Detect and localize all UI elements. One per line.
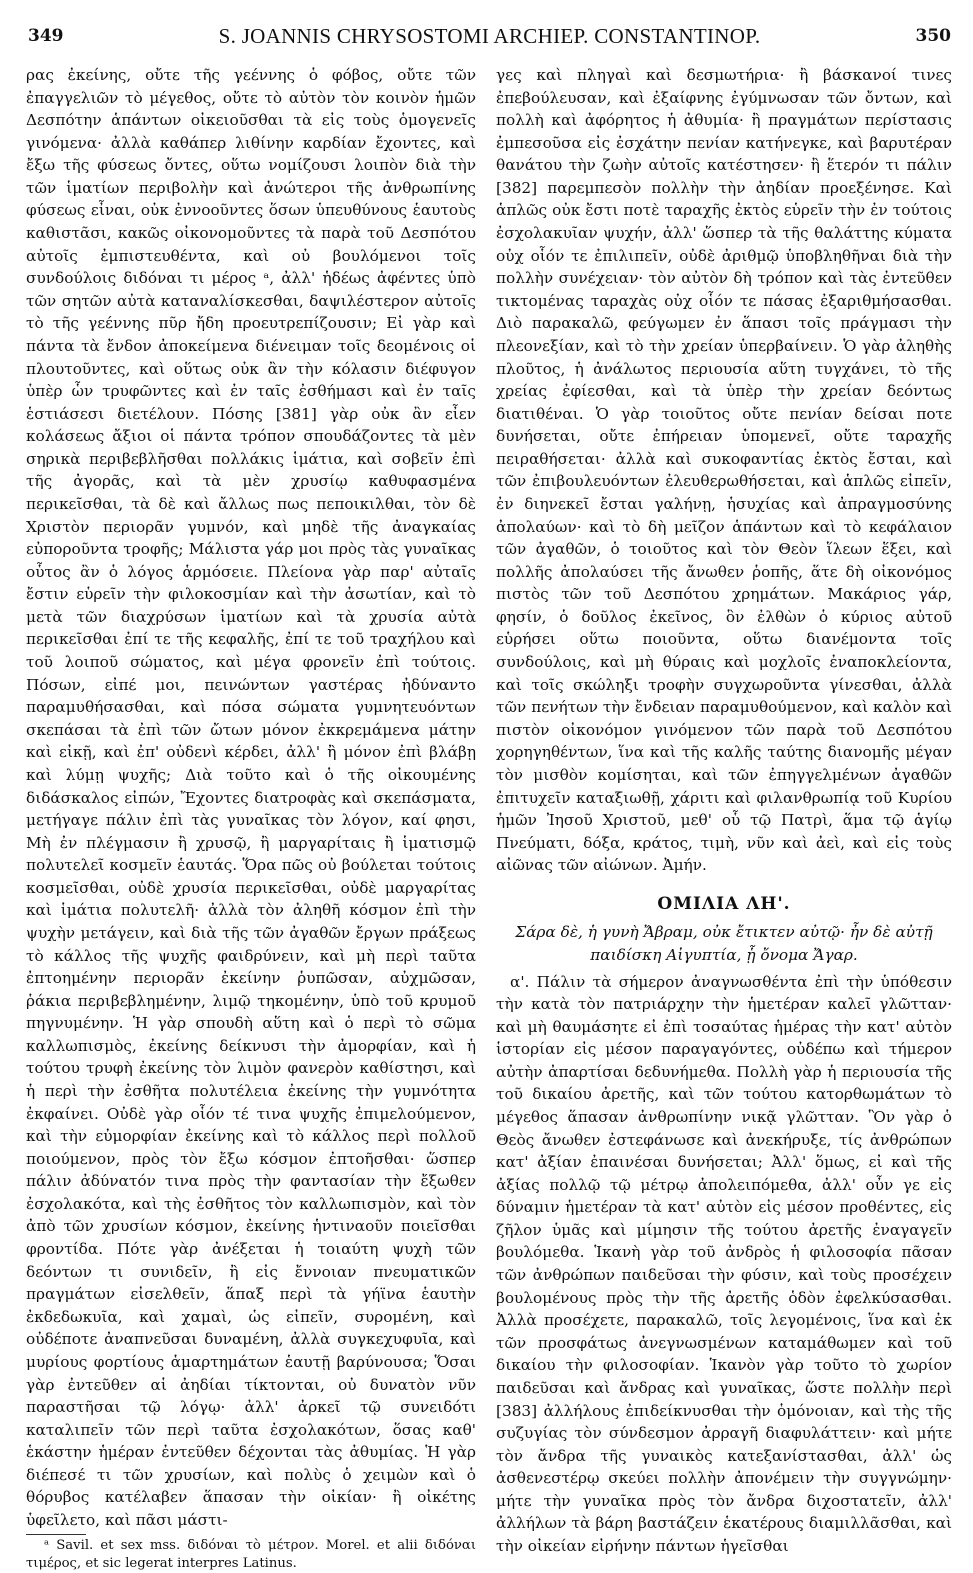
left-column-paragraph: ρας ἐκείνης, οὔτε τῆς γεέννης ὁ φόβος, οὔτε τῶν ἐπαγγελιῶν τὸ μέγεθος, οὔτε τὸ αὐτὸν τὸν κοινὸν ἡμῶν Δεσπότην ἁπάντων οἰκειοῦσθαι τὰ εἰς τοὺς ὁμογενεῖς γινόμενα· ἀλλὰ καθάπερ λιθίνην καρδίαν ἔχοντες, καὶ ἔξω τῆς φύσεως ὄντες, οὕτω νομίζουσι λοιπὸν διὰ τὴν τῶν ἱματίων περιβολὴν καὶ ἀνώτεροι τῆς ἀνθρωπίνης φύσεως εἶναι, οὐκ ἐννοοῦντες ὅσων ὑπευθύνους ἑαυτοὺς καθιστᾶσι, κακῶς οἰκονομοῦντες τὰ παρὰ τοῦ Δεσπότου αὐτοῖς ἐμπιστευθέντα, καὶ οὐ βουλόμενοι τοῖς συνδούλοις διδόναι τι μέρος ᵃ, ἀλλ' ἡδέως ἀφέντες ὑπὸ τῶν σητῶν αὐτὰ καταναλίσκεσθαι, δαψιλέστερον αὐτοῖς τὸ τῆς γεέννης πῦρ ἤδη προευτρεπίζουσιν; Εἰ γὰρ καὶ πάντα τὰ ἔνδον ἀποκείμενα διένειμαν τοῖς δεομένοις οἱ πλουτοῦντες, καὶ οὕτως οὐκ ἂν τὴν κόλασιν διέφυγον ὑπὲρ ὧν τρυφῶντες καὶ ἐν ταῖς ἐσθήμασι καὶ ἐν ταῖς ἑστιάσεσι διετέλουν. Πόσης [381] γὰρ οὐκ ἂν εἶεν κολάσεως ἄξιοι οἱ πάντα τρόπον σπουδάζοντες τὰ μὲν σηρικὰ περιβεβλῆσθαι πολλάκις ἱμάτια, καὶ σοβεῖν ἐπὶ τῆς ἀγορᾶς, καὶ τὰ μὲν χρυσίῳ καθυφασμένα περικεῖσθαι, τὰ δὲ καὶ ἄλλως πως πεποικιλθαι, τὸν δὲ Χριστὸν περιορᾶν γυμνόν, καὶ μηδὲ τῆς ἀναγκαίας εὐποροῦντα τροφῆς; Μάλιστα γάρ μοι πρὸς τὰς γυναῖκας οὗτος ἂν ὁ λόγος ἁρμόσειε. Πλείονα γὰρ παρ' αὐταῖς ἔστιν εὑρεῖν τὴν φιλοκοσμίαν καὶ τὴν ἀσωτίαν, καὶ τὸ μετὰ τῶν διαχρύσων ἱματίων καὶ τὰ χρυσία αὐτὰ περικεῖσθαι ἐπί τε τῆς κεφαλῆς, ἐπί τε τοῦ τραχήλου καὶ τοῦ λοιποῦ σώματος, καὶ μέγα φρονεῖν ἐπὶ τούτοις. Πόσων, εἰπέ μοι, πεινώντων γαστέρας ἠδύναντο παραμυθήσασθαι, καὶ πόσα σώματα γυμνητευόντων σκεπάσαι τὰ ἐπὶ τῶν ὤτων μόνον ἐκκρεμάμενα μάτην καὶ εἰκῇ, καὶ ἐπ' οὐδενὶ κέρδει, ἀλλ' ἢ μόνον ἐπὶ βλάβῃ καὶ λύμῃ ψυχῆς; Διὰ τοῦτο καὶ ὁ τῆς οἰκουμένης διδάσκαλος εἰπών, Ἔχοντες διατροφὰς καὶ σκεπάσματα, μετήγαγε πάλιν ἐπὶ τὰς γυναῖκας τὸν λόγον, καί φησι, Μὴ ἐν πλέγμασιν ἢ χρυσῷ, ἢ μαργαρίταις ἢ ἱματισμῷ πολυτελεῖ κοσμεῖν ἑαυτάς. Ὅρα πῶς οὐ βούλεται τούτοις κοσμεῖσθαι, οὐδὲ χρυσία περικεῖσθαι, οὐδὲ μαργαρίτας καὶ ἱμάτια πολυτελῆ· ἀλλὰ τὸν ἀληθῆ κόσμον ἐπὶ τὴν ψυχὴν μετάγειν, καὶ διὰ τῆς τῶν ἀγαθῶν ἔργων πράξεως τὸ κάλλος τῆς ψυχῆς φαιδρύνειν, καὶ μὴ περὶ ταῦτα ἐπτοημένην περιορᾶν ἐκείνην ῥυπῶσαν, αὐχμῶσαν, ῥάκια περιβεβλημένην, λιμῷ τηκομένην, ὑπὸ τοῦ κρυμοῦ πηγνυμένην. Ἡ γὰρ σπουδὴ αὕτη καὶ ὁ περὶ τὸ σῶμα καλλωπισμὸς, ἐκείνης δείκνυσι τὴν ἀμορφίαν, καὶ ἡ τούτου τρυφὴ ἐκείνης τὸν λιμὸν φανερὸν καθίστησι, καὶ ἡ περὶ τὴν ἐσθῆτα πολυτέλεια ἐκείνης τὴν γυμνότητα ἐκφαίνει. Οὐδὲ γὰρ οἷόν τέ τινα ψυχῆς ἐπιμελούμενον, καὶ τὴν εὐμορφίαν ἐκείνης καὶ τὸ κάλλος περὶ πολλοῦ ποιούμενον, πρὸς τὸν ἔξω κόσμον ἐπτοῆσθαι· ὥσπερ πάλιν ἀδύνατόν τινα πρὸς τὴν φαντασίαν τὴν ἔξωθεν ἐσχολακότα, καὶ τὴς ἐσθῆτος τὸν καλλωπισμὸν, καὶ τὸν ἀπὸ τῶν χρυσίων κόσμον, ἐκείνης ἡντιναοῦν ποιεῖσθαι φροντίδα. Πότε γὰρ ἀνέξεται ἡ τοιαύτη ψυχὴ τῶν δεόντων τι συνιδεῖν, ἢ εἰς ἔννοιαν πνευματικῶν πραγμάτων εἰσελθεῖν, ἅπαξ περὶ τὰ γήϊνα ἑαυτὴν ἐκδεδωκυῖα, καὶ χαμαὶ, ὡς εἰπεῖν, συρομένη, καὶ οὐδέποτε ἀναπνεῦσαι δυναμένη, ἀλλὰ συγκεχυφυῖα, καὶ μυρίους φορτίους ἁμαρτημάτων ἑαυτῇ βαρύνουσα; Ὅσαι γὰρ ἐντεῦθεν αἱ ἀηδίαι τίκτονται, οὐ δυνατὸν νῦν παραστῆσαι τῷ λόγῳ· ἀλλ' ἀρκεῖ τῷ συνειδότι καταλιπεῖν τῶν περὶ ταῦτα ἐσχολακότων, ὅσας καθ' ἑκάστην ἡμέραν ἐντεῦθεν δέχονται τὰς ἀθυμίας. Ἡ γὰρ διέπεσέ τι τῶν χρυσίων, καὶ πολὺς ὁ χειμὼν καὶ ὁ θόρυβος κατέλαβεν ἅπασαν τὴν οἰκίαν· ἢ οἰκέτης ὑφεῖλετο, καὶ πᾶσι μάστι- xyxy=(26,66,476,1529)
right-column-paragraph: γες καὶ πληγαὶ καὶ δεσμωτήρια· ἢ βάσκανοί τινες ἐπεβούλευσαν, καὶ ἐξαίφνης ἐγύμνωσαν τῶν ὄντων, καὶ πολλὴ καὶ ἀφόρητος ἡ ἀθυμία· ἢ πραγμάτων περίστασις ἐμπεσοῦσα εἰς ἐσχάτην πενίαν κατήνεγκε, καὶ βαρυτέραν θανάτου τὴν ζωὴν αὐτοῖς κατέστησεν· ἢ ἕτερόν τι πάλιν [382] παρεμπεσὸν πολλὴν τὴν ἀηδίαν προεξένησε. Καὶ ἁπλῶς οὐκ ἔστι ποτὲ ταραχῆς ἐκτὸς εὑρεῖν τὴν ἐν τούτοις ἐσχολακυῖαν ψυχήν, ἀλλ' ὥσπερ τὰ τῆς θαλάττης κύματα οὐχ οἷόν τε ἐπιλιπεῖν, οὐδὲ ἀριθμῷ ὑποβληθῆναι διὰ τὴν πολλὴν συνέχειαν· τὸν αὐτὸν δὴ τρόπον καὶ τὰς ἐντεῦθεν τικτομένας ταραχὰς οὐχ οἷόν τε πάσας ἐξαριθμήσασθαι. Διὸ παρακαλῶ, φεύγωμεν ἐν ἅπασι τοῖς πράγμασι τὴν πλεονεξίαν, καὶ τὸ τὴν χρείαν ὑπερβαίνειν. Ὁ γὰρ ἀληθὴς πλοῦτος, ἡ ἀνάλωτος περιουσία αὕτη τυγχάνει, τὸ τῆς χρείας ἐφίεσθαι, καὶ τὰ ὑπὲρ τὴν χρείαν δεόντως διατιθέναι. Ὁ γὰρ τοιοῦτος οὔτε πενίαν δείσαι ποτε δυνήσεται, οὔτε ἐπήρειαν ὑπομενεῖ, οὔτε ταραχῆς πειραθήσεται· ἀλλὰ καὶ συκοφαντίας ἐκτὸς ἔσται, καὶ τῶν ἐπιβουλευόντων ἐλευθερωθήσεται, καὶ ἁπλῶς εἰπεῖν, ἐν διηνεκεῖ ἔσται γαλήνῃ, ἡσυχίας καὶ ἀπραγμοσύνης ἀπολαύων· καὶ τὸ δὴ μεῖζον ἁπάντων καὶ τὸ κεφάλαιον τῶν ἀγαθῶν, ὁ τοιοῦτος καὶ τὸν Θεὸν ἵλεων ἕξει, καὶ πολλῆς ἀπολαύσει τῆς ἄνωθεν ῥοπῆς, ἅτε δὴ οἰκονόμος πιστὸς τῶν τοῦ Δεσπότου χρημάτων. Μακάριος γάρ, φησίν, ὁ δοῦλος ἐκεῖνος, ὃν ἐλθὼν ὁ κύριος αὐτοῦ εὑρήσει οὕτω ποιοῦντα, οὕτω διανέμοντα τοῖς συνδούλοις, καὶ μὴ θύραις καὶ μοχλοῖς ἐναποκλείοντα, καὶ τοῖς σκώληξι τροφὴν συγχωροῦντα γίνεσθαι, ἀλλὰ τῶν πενήτων τὴν ἔνδειαν παραμυθούμενον, καὶ καλὸν καὶ πιστὸν οἰκονόμον γινόμενον τῶν παρὰ τοῦ Δεσπότου χορηγηθέντων, ἵνα καὶ τῆς καλῆς ταύτης διανομῆς μέγαν τὸν μισθὸν κομίσηται, καὶ τῶν ἐπηγγελμένων ἀγαθῶν ἐπιτυχεῖν καταξιωθῇ, χάριτι καὶ φιλανθρωπίᾳ τοῦ Κυρίου ἡμῶν Ἰησοῦ Χριστοῦ, μεθ' οὗ τῷ Πατρὶ, ἅμα τῷ ἁγίῳ Πνεύματι, δόξα, κράτος, τιμὴ, νῦν καὶ ἀεὶ, καὶ εἰς τοὺς αἰῶνας τῶν αἰώνων. Ἀμήν. xyxy=(496,66,952,875)
footnote: ᵃ Savil. et sex mss. διδόναι τὸ μέτρον. Morel. et alii διδόναι τιμέρος, et sic legerat interpres Latinus. xyxy=(26,1537,476,1571)
running-header xyxy=(28,14,951,54)
left-page-number: 349 xyxy=(28,26,64,46)
homily-title: ΟΜΙΛΙΑ ΛΗ'. xyxy=(657,893,791,914)
left-column xyxy=(26,64,476,1571)
right-column xyxy=(496,64,952,1555)
running-title: S. JOANNIS CHRYSOSTOMI ARCHIEP. CONSTANTINOP. xyxy=(218,24,761,48)
footnote-divider xyxy=(26,1534,86,1535)
right-page-number: 350 xyxy=(915,26,951,46)
homily-opening-paragraph: α'. Πάλιν τὰ σήμερον ἀναγνωσθέντα ἐπὶ τὴν ὑπόθεσιν τὴν κατὰ τὸν πατριάρχην τὴν ἡμετέραν καλεῖ γλῶτταν· καὶ μὴ θαυμάσητε εἰ ἐπὶ τοσαύτας ἡμέρας τὴν κατ' αὐτὸν ἱστορίαν εἰς μέσον παραγαγόντες, οὐδέπω καὶ τήμερον αὐτὴν ἀπαρτίσαι δεδυνήμεθα. Πολλὴ γὰρ ἡ περιουσία τῆς τοῦ δικαίου ἀρετῆς, καὶ τῶν τούτου κατορθωμάτων τὸ μέγεθος ἅπασαν ἀνθρωπίνην νικᾷ γλῶτταν. Ὃν γὰρ ὁ Θεὸς ἄνωθεν ἐστεφάνωσε καὶ ἀνεκήρυξε, τίς ἀνθρώπων κατ' ἀξίαν ἐπαινέσαι δυνήσεται; Ἀλλ' ὅμως, εἰ καὶ τῆς ἀξίας πολλῷ τῷ μέτρῳ ἀπολειπόμεθα, ἀλλ' οὖν γε εἰς δύναμιν ἡμετέραν τὰ κατ' αὐτὸν εἰς μέσον προθέντες, εἰς ζῆλον ὑμᾶς καὶ μίμησιν τῆς τούτου ἀρετῆς ἐναγαγεῖν βουλόμεθα. Ἱκανὴ γὰρ τοῦ ἀνδρὸς ἡ φιλοσοφία πᾶσαν τῶν ἀνθρώπων παιδεῦσαι τὴν φύσιν, καὶ τοὺς προσέχειν βουλομένους πρὸς τὴν τῆς ἀρετῆς ὁδὸν ἐφελκύσασθαι. Ἀλλὰ προσέχετε, παρακαλῶ, τοῖς λεγομένοις, ἵνα καὶ ἐκ τῶν προσφάτως ἀνεγνωσμένων καταμάθωμεν καὶ τοῦ δικαίου τὴν φιλοσοφίαν. Ἱκανὸν γὰρ τοῦτο τὸ χωρίον παιδεῦσαι καὶ ἄνδρας καὶ γυναῖκας, ὥστε πολλὴν περὶ [383] ἀλλήλους ἐπιδείκνυσθαι τὴν ὁμόνοιαν, καὶ τὴς τῆς συζυγίας τὸν σύνδεσμον ἀρραγῆ διαφυλάττειν· καὶ μήτε τὸν ἄνδρα τῆς γυναικὸς κατεξανίστασθαι, ἀλλ' ὡς ἀσθενεστέρῳ σκεύει πολλὴν ἀπονέμειν τὴν συγγνώμην· μήτε τὴν γυναῖκα πρὸς τὸν ἄνδρα διχοστατεῖν, ἀλλ' ἀλλήλων τὰ βάρη βαστάζειν ἑκατέρους διαμιλλᾶσθαι, καὶ τὴν οἰκείαν εἰρήνην πάντων ἡγεῖσθαι xyxy=(496,972,952,1555)
homily-lemma: Σάρα δὲ, ἡ γυνὴ Ἄβραμ, οὐκ ἔτικτεν αὐτῷ· ἦν δὲ αὐτῇ παιδίσκη Αἰγυπτία, ᾗ ὄνομα Ἄγαρ. xyxy=(515,923,933,964)
